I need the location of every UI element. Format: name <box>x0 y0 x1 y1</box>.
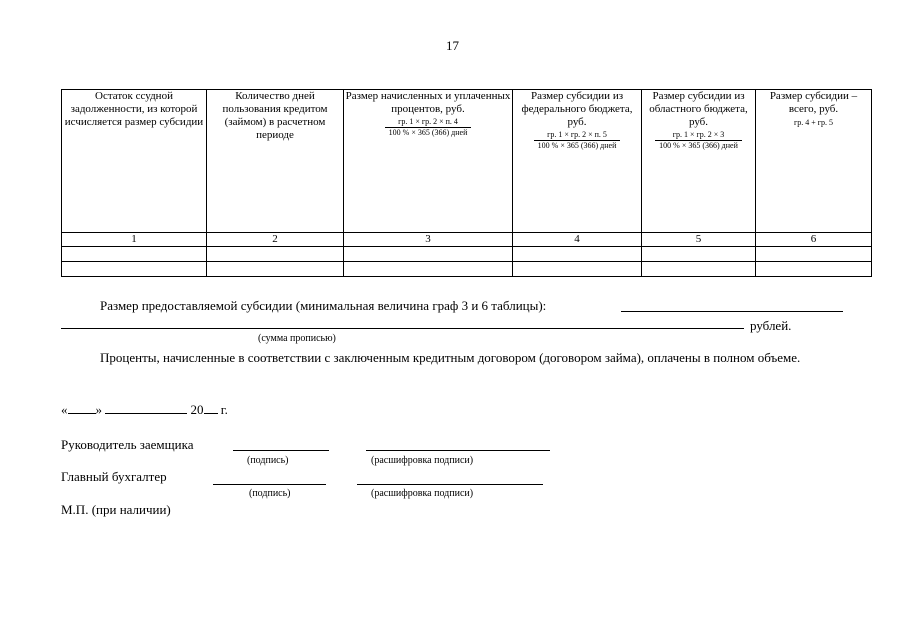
subsidy-amount-label: Размер предоставляемой субсидии (минимальная величина граф 3 и 6 таблицы): <box>100 298 547 313</box>
year-blank[interactable] <box>204 402 218 414</box>
subsidy-table <box>61 89 872 277</box>
year-suffix: г. <box>220 402 228 417</box>
column-number: 6 <box>756 233 872 247</box>
column-number: 2 <box>207 233 344 247</box>
decode-caption: (расшифровка подписи) <box>371 455 474 466</box>
signature-caption: (подпись) <box>249 488 291 499</box>
table-cell[interactable] <box>513 247 642 262</box>
table-cell[interactable] <box>62 247 207 262</box>
close-quote: » <box>95 402 102 417</box>
table-cell[interactable] <box>344 262 513 277</box>
header-cell-1 <box>62 90 207 233</box>
column-number: 5 <box>642 233 756 247</box>
formula-fraction <box>385 117 472 138</box>
column-number-row <box>62 233 872 247</box>
table-cell[interactable] <box>756 247 872 262</box>
formula-denominator: 100 % × 365 (366) дней <box>537 141 617 150</box>
signature-caption: (подпись) <box>247 455 289 466</box>
page-number: 17 <box>446 38 459 53</box>
decode-caption: (расшифровка подписи) <box>371 488 474 499</box>
column-number: 3 <box>344 233 513 247</box>
table-cell[interactable] <box>344 247 513 262</box>
month-blank[interactable] <box>105 402 187 414</box>
formula-fraction <box>655 130 742 151</box>
header-text: Количество дней пользования кредитом (займом) в расчетном периоде <box>222 90 328 141</box>
date-line <box>61 402 228 418</box>
formula-numerator: гр. 1 × гр. 2 × п. 4 <box>385 117 472 128</box>
accountant-label: Главный бухгалтер <box>61 469 167 484</box>
header-text: Размер субсидии из федерального бюджета, руб. <box>521 90 633 128</box>
header-text: Размер субсидии из областного бюджета, руб. <box>649 90 748 128</box>
table-row <box>62 262 872 277</box>
formula-denominator: 100 % × 365 (366) дней <box>659 141 738 150</box>
table-cell[interactable] <box>642 262 756 277</box>
table-header-row <box>62 90 872 233</box>
header-cell-3 <box>344 90 513 233</box>
head-signature-blank[interactable] <box>233 450 329 451</box>
rubles-label: рублей. <box>750 318 792 333</box>
header-text: Размер начисленных и уплаченных процентов, руб. <box>345 90 511 115</box>
formula-sum: гр. 4 + гр. 5 <box>793 118 834 127</box>
subsidy-amount-blank[interactable] <box>621 311 843 312</box>
formula-denominator: 100 % × 365 (366) дней <box>388 128 468 137</box>
formula-numerator: гр. 1 × гр. 2 × 3 <box>655 130 742 141</box>
column-number: 1 <box>62 233 207 247</box>
accountant-signature-blank[interactable] <box>213 484 326 485</box>
header-cell-6 <box>756 90 872 233</box>
table-cell[interactable] <box>756 262 872 277</box>
table-cell[interactable] <box>642 247 756 262</box>
interest-paid-statement: Проценты, начисленные в соответствии с заключенным кредитным договором (договором займа), оплачены в полном объеме. <box>100 350 801 365</box>
column-number: 4 <box>513 233 642 247</box>
head-label: Руководитель заемщика <box>61 437 194 452</box>
table-cell[interactable] <box>513 262 642 277</box>
table-cell[interactable] <box>207 247 344 262</box>
subsidy-words-blank[interactable] <box>61 328 744 329</box>
sum-in-words-caption: (сумма прописью) <box>258 333 336 344</box>
table-row <box>62 247 872 262</box>
table-cell[interactable] <box>207 262 344 277</box>
year-prefix: 20 <box>190 402 204 417</box>
header-text: Остаток ссудной задолженности, из которой исчисляется размер субсидии <box>64 90 204 128</box>
header-cell-2 <box>207 90 344 233</box>
stamp-label: М.П. (при наличии) <box>61 502 171 517</box>
table-cell[interactable] <box>62 262 207 277</box>
header-cell-5 <box>642 90 756 233</box>
head-decode-blank[interactable] <box>366 450 550 451</box>
header-text: Размер субсидии – всего, руб. <box>769 90 858 115</box>
formula-numerator: гр. 1 × гр. 2 × п. 5 <box>534 130 621 141</box>
header-cell-4 <box>513 90 642 233</box>
formula-fraction <box>534 130 621 151</box>
accountant-decode-blank[interactable] <box>357 484 543 485</box>
open-quote: « <box>61 402 68 417</box>
day-blank[interactable] <box>68 402 96 414</box>
